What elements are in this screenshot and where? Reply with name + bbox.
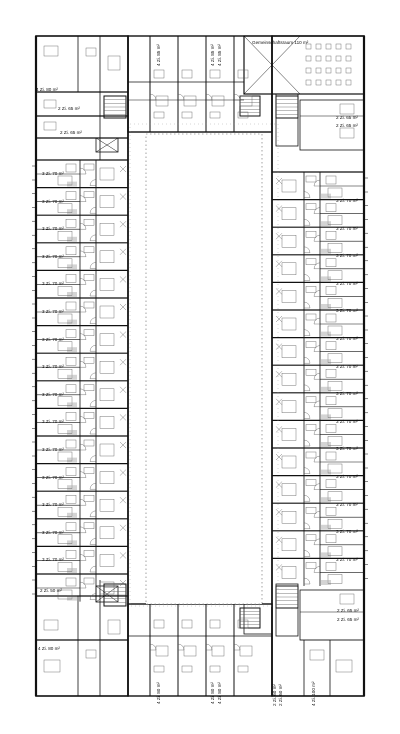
apt-label-left-13: 3 Zi. 70 m² — [42, 502, 64, 508]
apt-label-left-9: 3 Zi. 70 m² — [42, 391, 64, 397]
apt-label-top-v1: 4 Zi. 85 m² — [156, 44, 161, 66]
apt-label-left-10: 3 Zi. 70 m² — [42, 419, 64, 425]
apt-label-bottom-v6: 4 Zi. 100 m² — [311, 681, 316, 706]
apt-label-bottom-v2: 4 Zi. 80 m² — [210, 682, 215, 704]
apt-label-left-15: 3 Zi. 70 m² — [42, 557, 64, 563]
apt-label-left-5: 3 Zi. 70 m² — [42, 281, 64, 287]
apt-label-right-10: 3 Zi. 70 m² — [336, 446, 358, 452]
apt-label-bottom-left-2zi: 2 Zi. 50 m² — [40, 588, 62, 593]
apt-label-right-5: 3 Zi. 70 m² — [336, 308, 358, 314]
apt-label-bottom-left-4zi: 4 Zi. 80 m² — [38, 646, 60, 651]
apt-label-left-3: 3 Zi. 70 m² — [42, 226, 64, 232]
apt-label-right-12: 3 Zi. 70 m² — [336, 501, 358, 507]
apt-label-right-9: 3 Zi. 70 m² — [336, 418, 358, 424]
apt-label-left-6: 3 Zi. 70 m² — [42, 309, 64, 314]
apt-label-left-7: 3 Zi. 70 m² — [42, 336, 64, 342]
apt-label-top-right-2zi-b: 2 Zi. 65 m² — [336, 123, 358, 128]
apt-label-bottom-right-2zi-b: 2 Zi. 65 m² — [337, 617, 359, 622]
apt-label-left-14: 3 Zi. 70 m² — [42, 529, 64, 535]
apt-label-left-8: 3 Zi. 70 m² — [42, 364, 64, 370]
apt-label-left-1: 3 Zi. 70 m² — [42, 171, 64, 176]
apt-label-bottom-right-2zi-a: 2 Zi. 65 m² — [337, 608, 359, 613]
apt-label-bottom-v1: 4 Zi. 80 m² — [156, 682, 161, 704]
apt-label-right-7: 3 Zi. 70 m² — [336, 363, 358, 369]
apt-label-left-12: 3 Zi. 70 m² — [42, 474, 64, 480]
apt-label-right-6: 3 Zi. 70 m² — [336, 336, 358, 341]
apt-label-right-1: 3 Zi. 70 m² — [336, 198, 358, 203]
apt-label-right-4: 3 Zi. 70 m² — [336, 280, 358, 286]
apt-label-top-left-2zi-a: 2 Zi. 65 m² — [58, 106, 80, 111]
apt-label-right-13: 3 Zi. 70 m² — [336, 529, 358, 535]
apt-label-right-11: 3 Zi. 70 m² — [336, 474, 358, 479]
apt-label-left-4: 3 Zi. 70 m² — [42, 253, 64, 259]
apt-label-bottom-v3: 4 Zi. 80 m² — [217, 682, 222, 704]
apt-label-top-v2: 4 Zi. 85 m² — [210, 44, 215, 66]
apt-label-left-2: 3 Zi. 70 m² — [42, 198, 64, 204]
apt-label-top-left-2zi-b: 2 Zi. 65 m² — [60, 130, 82, 135]
apt-label-bottom-v5: 2 Zi. 60 m² — [278, 684, 283, 706]
apt-label-top-left-4zi: 4 Zi. 80 m² — [36, 87, 58, 92]
apt-label-right-3: 3 Zi. 70 m² — [336, 253, 358, 259]
apt-label-left-11: 3 Zi. 70 m² — [42, 447, 64, 452]
apt-label-top-v3: 4 Zi. 85 m² — [217, 44, 222, 66]
apt-label-right-14: 3 Zi. 70 m² — [336, 556, 358, 562]
apt-label-top-right-2zi-a: 2 Zi. 65 m² — [336, 115, 358, 120]
common-room-label: Gemeinschaftsraum 110 m² — [252, 40, 309, 45]
apt-label-right-8: 3 Zi. 70 m² — [336, 391, 358, 397]
courtyard-outline — [130, 124, 278, 606]
apt-label-right-2: 3 Zi. 70 m² — [336, 225, 358, 231]
apt-label-bottom-v4: 2 Zi. 60 m² — [272, 684, 277, 706]
